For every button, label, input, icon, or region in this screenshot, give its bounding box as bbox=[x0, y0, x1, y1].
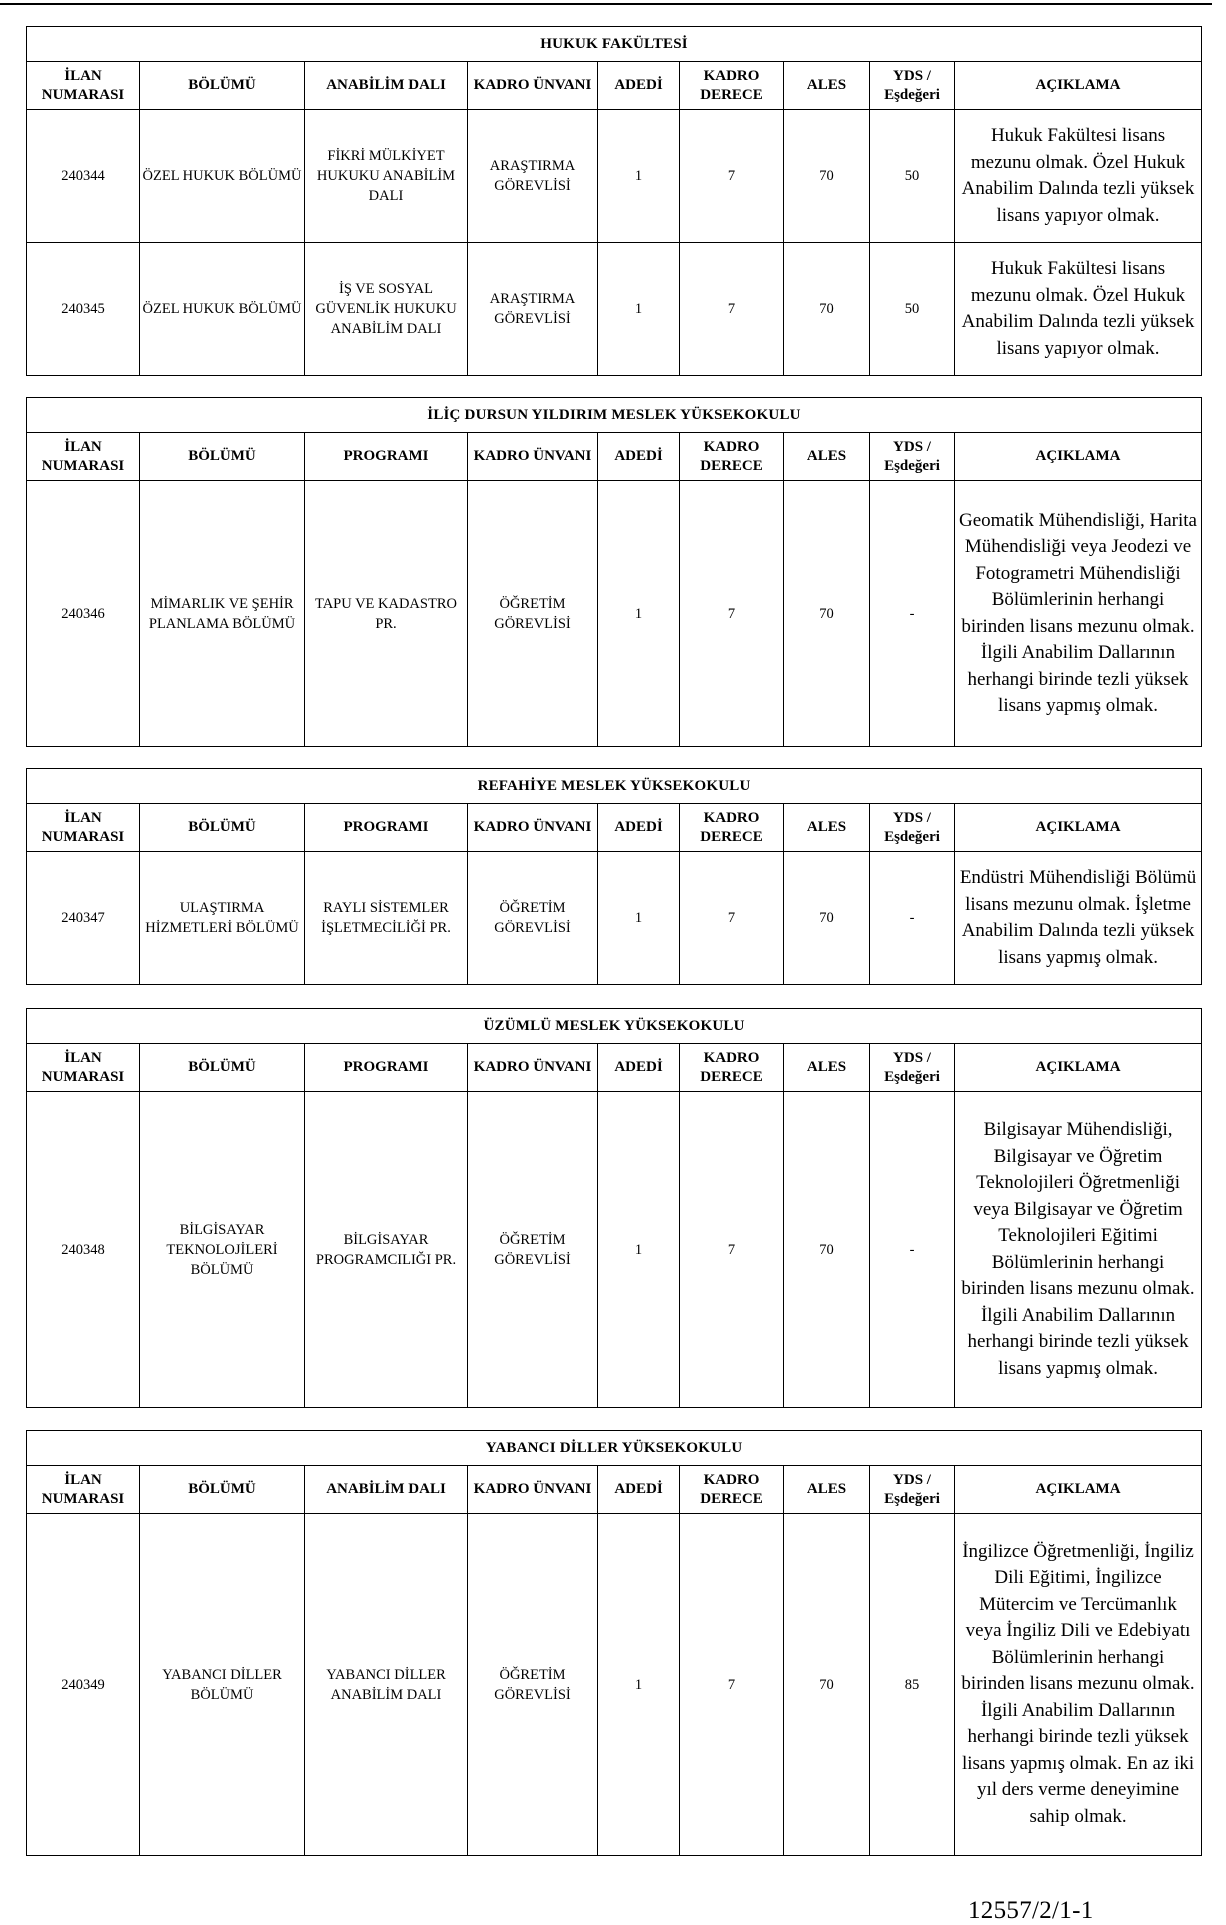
cell-kadro-unvani: ÖĞRETİM GÖREVLİSİ bbox=[468, 852, 598, 985]
cell-ales: 70 bbox=[784, 243, 870, 376]
cell-ales: 70 bbox=[784, 481, 870, 747]
header-ales: ALES bbox=[784, 804, 870, 852]
cell-kadro-unvani: ÖĞRETİM GÖREVLİSİ bbox=[468, 1514, 598, 1856]
header-adedi: ADEDİ bbox=[598, 1466, 680, 1514]
header-bolumu: BÖLÜMÜ bbox=[140, 1044, 305, 1092]
cell-ilan-numarasi: 240348 bbox=[27, 1092, 140, 1408]
section-title: REFAHİYE MESLEK YÜKSEKOKULU bbox=[27, 769, 1202, 804]
cell-adedi: 1 bbox=[598, 243, 680, 376]
header-ales: ALES bbox=[784, 1044, 870, 1092]
cell-aciklama: İngilizce Öğretmenliği, İngiliz Dili Eğitimi, İngilizce Mütercim ve Tercümanlık veya İngiliz Dili ve Edebiyatı Bölümlerinin herhangi birinden lisans mezunu olmak. İlgili Anabilim Dallarının herhangi birinde tezli yüksek lisans yapmış olmak. En az iki yıl ders verme deneyimine sahip olmak. bbox=[955, 1514, 1202, 1856]
cell-ilan-numarasi: 240349 bbox=[27, 1514, 140, 1856]
cell-kadro-derece: 7 bbox=[680, 1092, 784, 1408]
cell-aciklama: Hukuk Fakültesi lisans mezunu olmak. Özel Hukuk Anabilim Dalında tezli yüksek lisans yapıyor olmak. bbox=[955, 110, 1202, 243]
document-reference-number: 12557/2/1-1 bbox=[968, 1897, 1094, 1924]
header-aciklama: AÇIKLAMA bbox=[955, 804, 1202, 852]
top-rule bbox=[0, 3, 1212, 5]
cell-anabilim-dali: YABANCI DİLLER ANABİLİM DALI bbox=[305, 1514, 468, 1856]
section-yabanci-diller bbox=[26, 1430, 1202, 1856]
section-uzumlu-myo bbox=[26, 1008, 1202, 1408]
section-title: ÜZÜMLÜ MESLEK YÜKSEKOKULU bbox=[27, 1009, 1202, 1044]
cell-ilan-numarasi: 240346 bbox=[27, 481, 140, 747]
header-anabilim-dali: ANABİLİM DALI bbox=[305, 62, 468, 110]
section-hukuk-fakultesi bbox=[26, 26, 1202, 376]
header-aciklama: AÇIKLAMA bbox=[955, 433, 1202, 481]
cell-yds: - bbox=[870, 1092, 955, 1408]
table-row bbox=[27, 1092, 1202, 1408]
header-kadro-derece: KADRO DERECE bbox=[680, 1044, 784, 1092]
cell-yds: 50 bbox=[870, 110, 955, 243]
cell-ales: 70 bbox=[784, 1514, 870, 1856]
header-yds: YDS / Eşdeğeri bbox=[870, 804, 955, 852]
cell-anabilim-dali: İŞ VE SOSYAL GÜVENLİK HUKUKU ANABİLİM DALI bbox=[305, 243, 468, 376]
header-kadro-unvani: KADRO ÜNVANI bbox=[468, 433, 598, 481]
cell-yds: - bbox=[870, 852, 955, 985]
cell-programi: BİLGİSAYAR PROGRAMCILIĞI PR. bbox=[305, 1092, 468, 1408]
header-adedi: ADEDİ bbox=[598, 1044, 680, 1092]
cell-yds: - bbox=[870, 481, 955, 747]
cell-adedi: 1 bbox=[598, 1092, 680, 1408]
cell-kadro-derece: 7 bbox=[680, 852, 784, 985]
section-title: HUKUK FAKÜLTESİ bbox=[27, 27, 1202, 62]
cell-kadro-derece: 7 bbox=[680, 1514, 784, 1856]
table-row bbox=[27, 1514, 1202, 1856]
cell-ilan-numarasi: 240344 bbox=[27, 110, 140, 243]
header-ilan-numarasi: İLAN NUMARASI bbox=[27, 433, 140, 481]
cell-kadro-derece: 7 bbox=[680, 481, 784, 747]
header-ilan-numarasi: İLAN NUMARASI bbox=[27, 804, 140, 852]
header-ilan-numarasi: İLAN NUMARASI bbox=[27, 62, 140, 110]
cell-bolumu: ULAŞTIRMA HİZMETLERİ BÖLÜMÜ bbox=[140, 852, 305, 985]
header-ales: ALES bbox=[784, 1466, 870, 1514]
header-kadro-derece: KADRO DERECE bbox=[680, 1466, 784, 1514]
cell-bolumu: ÖZEL HUKUK BÖLÜMÜ bbox=[140, 243, 305, 376]
header-kadro-derece: KADRO DERECE bbox=[680, 62, 784, 110]
header-programi: PROGRAMI bbox=[305, 433, 468, 481]
header-adedi: ADEDİ bbox=[598, 804, 680, 852]
cell-programi: RAYLI SİSTEMLER İŞLETMECİLİĞİ PR. bbox=[305, 852, 468, 985]
header-yds: YDS / Eşdeğeri bbox=[870, 433, 955, 481]
cell-anabilim-dali: FİKRİ MÜLKİYET HUKUKU ANABİLİM DALI bbox=[305, 110, 468, 243]
cell-ales: 70 bbox=[784, 1092, 870, 1408]
section-ilic-myo bbox=[26, 397, 1202, 747]
cell-adedi: 1 bbox=[598, 1514, 680, 1856]
header-adedi: ADEDİ bbox=[598, 433, 680, 481]
header-kadro-derece: KADRO DERECE bbox=[680, 804, 784, 852]
header-ilan-numarasi: İLAN NUMARASI bbox=[27, 1466, 140, 1514]
cell-programi: TAPU VE KADASTRO PR. bbox=[305, 481, 468, 747]
section-title: YABANCI DİLLER YÜKSEKOKULU bbox=[27, 1431, 1202, 1466]
cell-ilan-numarasi: 240347 bbox=[27, 852, 140, 985]
header-bolumu: BÖLÜMÜ bbox=[140, 62, 305, 110]
table-row bbox=[27, 110, 1202, 243]
header-ales: ALES bbox=[784, 433, 870, 481]
cell-bolumu: ÖZEL HUKUK BÖLÜMÜ bbox=[140, 110, 305, 243]
cell-yds: 50 bbox=[870, 243, 955, 376]
header-kadro-unvani: KADRO ÜNVANI bbox=[468, 1044, 598, 1092]
header-kadro-unvani: KADRO ÜNVANI bbox=[468, 62, 598, 110]
cell-kadro-unvani: ÖĞRETİM GÖREVLİSİ bbox=[468, 1092, 598, 1408]
table-row bbox=[27, 481, 1202, 747]
cell-aciklama: Geomatik Mühendisliği, Harita Mühendisliği veya Jeodezi ve Fotogrametri Mühendisliği Bölümlerinin herhangi birinden lisans mezunu olmak. İlgili Anabilim Dallarının herhangi birinde tezli yüksek lisans yapmış olmak. bbox=[955, 481, 1202, 747]
cell-adedi: 1 bbox=[598, 110, 680, 243]
cell-yds: 85 bbox=[870, 1514, 955, 1856]
section-title: İLİÇ DURSUN YILDIRIM MESLEK YÜKSEKOKULU bbox=[27, 398, 1202, 433]
cell-bolumu: YABANCI DİLLER BÖLÜMÜ bbox=[140, 1514, 305, 1856]
cell-ales: 70 bbox=[784, 110, 870, 243]
section-refahiye-myo bbox=[26, 768, 1202, 985]
header-kadro-derece: KADRO DERECE bbox=[680, 433, 784, 481]
table-row bbox=[27, 852, 1202, 985]
header-aciklama: AÇIKLAMA bbox=[955, 62, 1202, 110]
cell-kadro-derece: 7 bbox=[680, 110, 784, 243]
header-programi: PROGRAMI bbox=[305, 1044, 468, 1092]
cell-ales: 70 bbox=[784, 852, 870, 985]
header-aciklama: AÇIKLAMA bbox=[955, 1044, 1202, 1092]
cell-aciklama: Endüstri Mühendisliği Bölümü lisans mezunu olmak. İşletme Anabilim Dalında tezli yüksek lisans yapmış olmak. bbox=[955, 852, 1202, 985]
cell-kadro-unvani: ARAŞTIRMA GÖREVLİSİ bbox=[468, 110, 598, 243]
header-ilan-numarasi: İLAN NUMARASI bbox=[27, 1044, 140, 1092]
header-bolumu: BÖLÜMÜ bbox=[140, 804, 305, 852]
header-yds: YDS / Eşdeğeri bbox=[870, 1466, 955, 1514]
header-bolumu: BÖLÜMÜ bbox=[140, 1466, 305, 1514]
cell-aciklama: Bilgisayar Mühendisliği, Bilgisayar ve Öğretim Teknolojileri Öğretmenliği veya Bilgisayar ve Öğretim Teknolojileri Eğitimi Bölümlerinin herhangi birinden lisans mezunu olmak. İlgili Anabilim Dallarının herhangi birinde tezli yüksek lisans yapmış olmak. bbox=[955, 1092, 1202, 1408]
header-kadro-unvani: KADRO ÜNVANI bbox=[468, 804, 598, 852]
header-aciklama: AÇIKLAMA bbox=[955, 1466, 1202, 1514]
cell-aciklama: Hukuk Fakültesi lisans mezunu olmak. Özel Hukuk Anabilim Dalında tezli yüksek lisans yapıyor olmak. bbox=[955, 243, 1202, 376]
table-row bbox=[27, 243, 1202, 376]
cell-adedi: 1 bbox=[598, 852, 680, 985]
cell-kadro-unvani: ÖĞRETİM GÖREVLİSİ bbox=[468, 481, 598, 747]
header-yds: YDS / Eşdeğeri bbox=[870, 62, 955, 110]
cell-kadro-unvani: ARAŞTIRMA GÖREVLİSİ bbox=[468, 243, 598, 376]
cell-bolumu: MİMARLIK VE ŞEHİR PLANLAMA BÖLÜMÜ bbox=[140, 481, 305, 747]
header-bolumu: BÖLÜMÜ bbox=[140, 433, 305, 481]
header-anabilim-dali: ANABİLİM DALI bbox=[305, 1466, 468, 1514]
header-programi: PROGRAMI bbox=[305, 804, 468, 852]
header-kadro-unvani: KADRO ÜNVANI bbox=[468, 1466, 598, 1514]
header-ales: ALES bbox=[784, 62, 870, 110]
cell-bolumu: BİLGİSAYAR TEKNOLOJİLERİ BÖLÜMÜ bbox=[140, 1092, 305, 1408]
cell-adedi: 1 bbox=[598, 481, 680, 747]
header-adedi: ADEDİ bbox=[598, 62, 680, 110]
header-yds: YDS / Eşdeğeri bbox=[870, 1044, 955, 1092]
cell-kadro-derece: 7 bbox=[680, 243, 784, 376]
cell-ilan-numarasi: 240345 bbox=[27, 243, 140, 376]
